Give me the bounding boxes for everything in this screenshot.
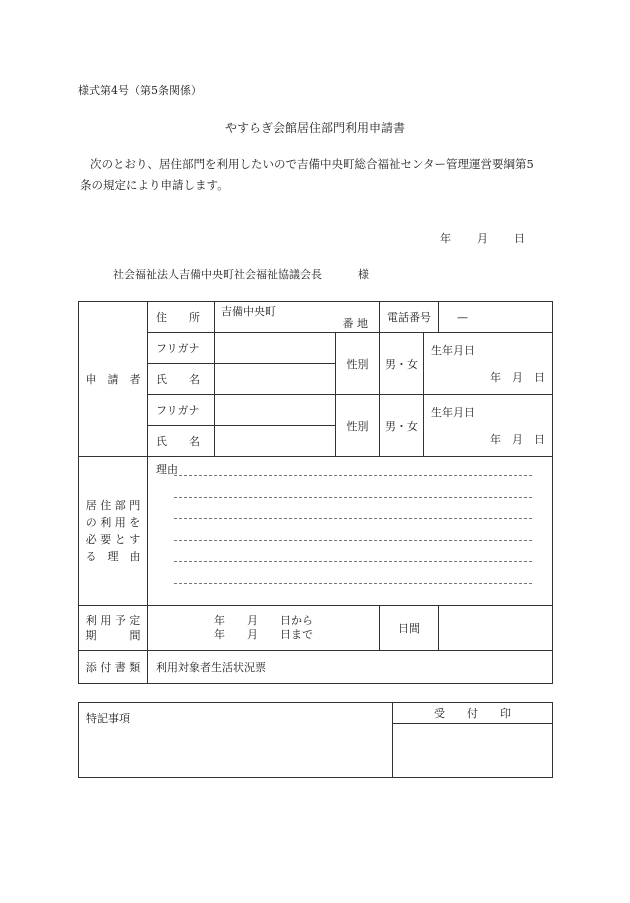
reason-field[interactable]	[148, 457, 553, 606]
addressee	[113, 266, 369, 282]
form-number: 様式第4号（第5条関係）	[78, 84, 202, 97]
period-field[interactable]	[148, 606, 380, 651]
phone-field[interactable]	[439, 302, 553, 333]
name-label-2: 氏 名	[148, 426, 215, 457]
reason-line	[174, 541, 532, 563]
remarks-label: 特記事項	[86, 712, 130, 725]
date-year: 年	[440, 232, 451, 245]
birthdate-ymd-1: 年 月 日	[490, 371, 545, 384]
stamp-area	[393, 724, 553, 778]
reason-line	[174, 498, 532, 520]
furigana-field-2[interactable]	[215, 395, 336, 426]
furigana-label-1: フリガナ	[148, 333, 215, 364]
sex-label-1: 性別	[336, 333, 380, 395]
furigana-label-2: フリガナ	[148, 395, 215, 426]
days-label: 日間	[380, 606, 439, 651]
name-field-1[interactable]	[215, 364, 336, 395]
sex-options-1[interactable]: 男・女	[380, 333, 424, 395]
stamp-label: 受 付 印	[393, 703, 553, 724]
reason-line	[174, 476, 532, 498]
sex-options-2[interactable]: 男・女	[380, 395, 424, 457]
addressee-name: 社会福祉法人吉備中央町社会福祉協議会長	[113, 268, 322, 281]
applicant-section-label: 申 請 者	[79, 302, 148, 457]
attachment-label: 添 付 書 類	[79, 651, 148, 684]
phone-dash: —	[457, 310, 468, 324]
period-from: 年 月 日から	[214, 614, 313, 627]
address-value: 吉備中央町	[221, 305, 276, 318]
intro-line-1: 次のとおり、居住部門を利用したいので吉備中央町総合福祉センター管理運営要綱第5	[90, 157, 534, 171]
intro-paragraph	[80, 154, 555, 196]
reason-line	[174, 457, 532, 476]
office-use-table	[78, 702, 553, 778]
reason-line	[174, 562, 532, 584]
attachment-value: 利用対象者生活状況票	[148, 651, 553, 684]
birthdate-field-2[interactable]	[424, 395, 553, 457]
furigana-field-1[interactable]	[215, 333, 336, 364]
remarks-field[interactable]	[79, 703, 393, 778]
name-label-1: 氏 名	[148, 364, 215, 395]
birthdate-ymd-2: 年 月 日	[490, 433, 545, 446]
birthdate-label-1: 生年月日	[431, 344, 475, 357]
honorific: 様	[358, 268, 369, 281]
date-day: 日	[514, 232, 525, 245]
reason-section-label: 居 住 部 門 の 利 用 を 必 要 と す る 理 由	[79, 457, 148, 606]
phone-label: 電話番号	[380, 302, 439, 333]
days-field[interactable]	[439, 606, 553, 651]
document-title: やすらぎ会館居住部門利用申請書	[224, 121, 405, 135]
intro-line-2: 条の規定により申請します。	[80, 178, 229, 192]
reason-label: 理由	[156, 463, 178, 476]
reason-line	[174, 519, 532, 541]
period-to: 年 月 日まで	[214, 628, 313, 641]
application-date	[440, 230, 525, 246]
sex-label-2: 性別	[336, 395, 380, 457]
date-month: 月	[477, 232, 488, 245]
application-form-table	[78, 301, 553, 684]
birthdate-field-1[interactable]	[424, 333, 553, 395]
banchi-label: 番 地	[342, 317, 368, 330]
period-label: 利 用 予 定 期 間	[79, 606, 148, 651]
birthdate-label-2: 生年月日	[431, 406, 475, 419]
address-label: 住 所	[148, 302, 215, 333]
name-field-2[interactable]	[215, 426, 336, 457]
address-field[interactable]	[215, 302, 380, 333]
